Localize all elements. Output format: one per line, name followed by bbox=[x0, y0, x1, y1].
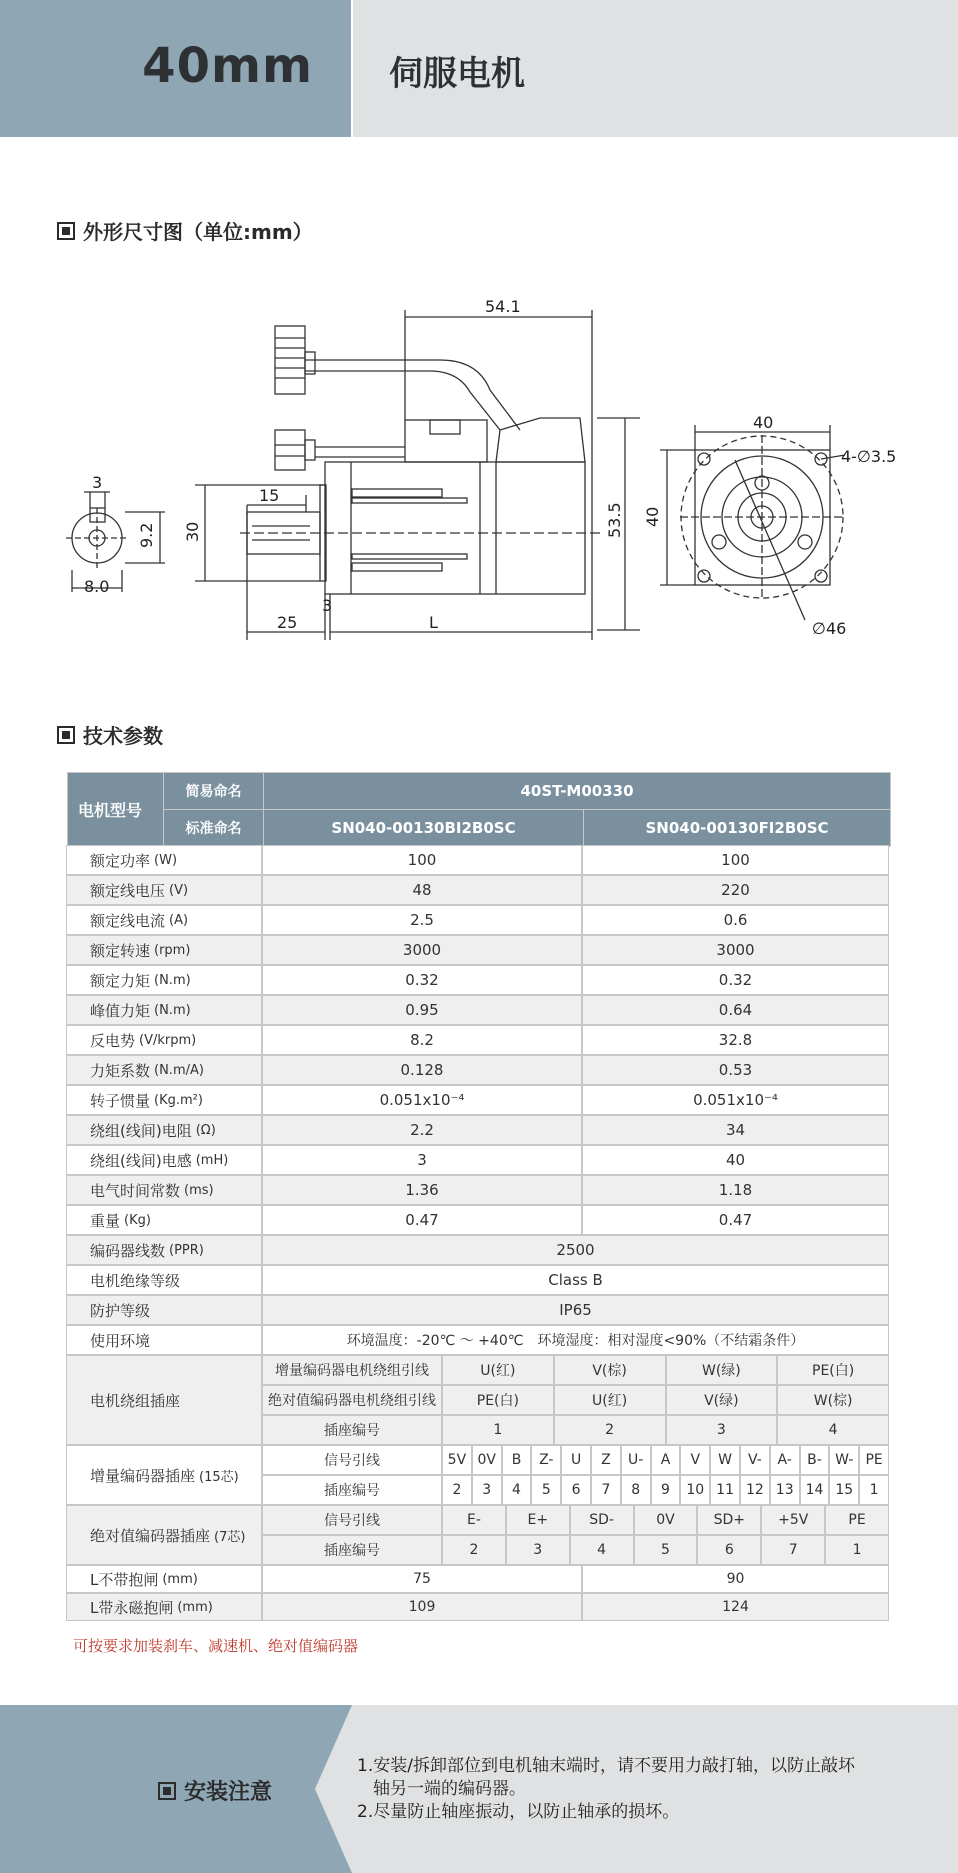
value-b: 34 bbox=[582, 1115, 889, 1145]
inc-pin: 10 bbox=[680, 1475, 710, 1505]
row-label bbox=[66, 1325, 262, 1355]
inc-pin: 13 bbox=[770, 1475, 800, 1505]
value-b: 1.18 bbox=[582, 1175, 889, 1205]
row-label-name: 额定线电压 bbox=[90, 881, 166, 900]
row-label-name: 电气时间常数 bbox=[90, 1181, 181, 1200]
inc-signal: U- bbox=[621, 1445, 651, 1475]
inc-signal: A bbox=[651, 1445, 681, 1475]
value-b: 3000 bbox=[582, 935, 889, 965]
dim-40-top: 40 bbox=[753, 413, 774, 432]
abs-pin: 6 bbox=[697, 1535, 761, 1565]
row-label-unit: (N.m) bbox=[154, 972, 191, 988]
value-a: 0.47 bbox=[262, 1205, 582, 1235]
section-tech-heading bbox=[57, 720, 163, 749]
row-label bbox=[66, 1235, 262, 1265]
row-label-name: 反电势 bbox=[90, 1031, 136, 1050]
abs-signal: E+ bbox=[506, 1505, 570, 1535]
row-label-name: 力矩系数 bbox=[90, 1061, 151, 1080]
winding-value: 2 bbox=[554, 1415, 666, 1445]
header-title: 伺服电机 bbox=[389, 54, 525, 94]
row-label bbox=[66, 1295, 262, 1325]
row-label-name: 电机绝缘等级 bbox=[90, 1271, 181, 1290]
abs-pin: 4 bbox=[570, 1535, 634, 1565]
value-environment: 环境温度：-20℃ ～ +40℃ 环境湿度：相对湿度<90%（不结霜条件） bbox=[262, 1325, 889, 1355]
row-label-unit: (15芯) bbox=[199, 1469, 239, 1485]
l-no-brake-label bbox=[66, 1565, 262, 1593]
row-label-name: 增量编码器插座 bbox=[90, 1466, 196, 1485]
winding-sub-label: 插座编号 bbox=[262, 1415, 442, 1445]
value-a: 1.36 bbox=[262, 1175, 582, 1205]
inc-pin: 2 bbox=[442, 1475, 472, 1505]
inc-signal: 0V bbox=[472, 1445, 502, 1475]
winding-value: 4 bbox=[777, 1415, 889, 1445]
standard-name-label: 标准命名 bbox=[164, 810, 264, 847]
simple-name-label: 简易命名 bbox=[164, 773, 264, 810]
value-b: 220 bbox=[582, 875, 889, 905]
l-brake-b: 124 bbox=[582, 1593, 889, 1621]
row-label bbox=[66, 1115, 262, 1145]
row-label-unit: (V/krpm) bbox=[139, 1032, 197, 1048]
square-bullet-icon bbox=[57, 726, 75, 744]
dim-46: ∅46 bbox=[812, 619, 847, 638]
inc-signal-label: 信号引线 bbox=[262, 1445, 442, 1475]
standard-name-a: SN040-00130BI2B0SC bbox=[264, 810, 584, 847]
spec-table bbox=[67, 772, 891, 847]
abs-encoder-label bbox=[66, 1505, 262, 1565]
dimension-drawing bbox=[0, 280, 958, 660]
inc-signal: Z bbox=[591, 1445, 621, 1475]
row-label bbox=[66, 905, 262, 935]
winding-value: W(绿) bbox=[666, 1355, 778, 1385]
row-label-name: 电机绕组插座 bbox=[90, 1391, 181, 1410]
row-label-unit: (rpm) bbox=[154, 942, 191, 958]
row-label-unit: (Kg.m²) bbox=[154, 1092, 203, 1108]
row-label-name: 绝对值编码器插座 bbox=[90, 1526, 211, 1545]
value-a: 3 bbox=[262, 1145, 582, 1175]
value-b: 0.6 bbox=[582, 905, 889, 935]
section-outline-heading bbox=[57, 216, 313, 245]
inc-signal: B- bbox=[800, 1445, 830, 1475]
winding-sub-label: 绝对值编码器电机绕组引线 bbox=[262, 1385, 442, 1415]
key-dim-8-0: 8.0 bbox=[84, 577, 110, 596]
row-label bbox=[66, 965, 262, 995]
inc-encoder-label bbox=[66, 1445, 262, 1505]
winding-label bbox=[66, 1355, 262, 1445]
value-b: 0.53 bbox=[582, 1055, 889, 1085]
row-label-name: 额定功率 bbox=[90, 851, 151, 870]
row-label-unit: (V) bbox=[169, 882, 189, 898]
row-label bbox=[66, 1025, 262, 1055]
value-a: 0.95 bbox=[262, 995, 582, 1025]
inc-pin: 15 bbox=[829, 1475, 859, 1505]
value-b: 0.47 bbox=[582, 1205, 889, 1235]
winding-value: U(红) bbox=[442, 1355, 554, 1385]
row-label-unit: (N.m/A) bbox=[154, 1062, 204, 1078]
winding-sub-label: 增量编码器电机绕组引线 bbox=[262, 1355, 442, 1385]
dim-L: L bbox=[429, 613, 438, 632]
dim-54-1: 54.1 bbox=[485, 297, 521, 316]
inc-pin: 8 bbox=[621, 1475, 651, 1505]
simple-name-value bbox=[264, 773, 891, 810]
row-label-unit: (W) bbox=[154, 852, 178, 868]
value-b: 40 bbox=[582, 1145, 889, 1175]
inc-pin: 1 bbox=[859, 1475, 889, 1505]
value-insulation: Class B bbox=[262, 1265, 889, 1295]
l-no-brake-a: 75 bbox=[262, 1565, 582, 1593]
row-label-name: L带永磁抱闸 bbox=[90, 1598, 174, 1617]
inc-signal: PE bbox=[859, 1445, 889, 1475]
dim-3-gap: 3 bbox=[322, 596, 333, 615]
winding-value: V(绿) bbox=[666, 1385, 778, 1415]
row-label-name: L不带抱闸 bbox=[90, 1570, 159, 1589]
inc-pin-label: 插座编号 bbox=[262, 1475, 442, 1505]
value-b: 0.051x10⁻⁴ bbox=[582, 1085, 889, 1115]
inc-signal: Z- bbox=[531, 1445, 561, 1475]
row-label-unit: (ms) bbox=[184, 1182, 214, 1198]
abs-pin: 2 bbox=[442, 1535, 506, 1565]
inc-pin: 3 bbox=[472, 1475, 502, 1505]
value-a: 48 bbox=[262, 875, 582, 905]
dim-53-5: 53.5 bbox=[605, 502, 624, 538]
section-tech-label: 技术参数 bbox=[83, 724, 163, 748]
abs-signal: 0V bbox=[634, 1505, 698, 1535]
row-label-name: 额定线电流 bbox=[90, 911, 166, 930]
row-label-name: 转子惯量 bbox=[90, 1091, 151, 1110]
row-label-unit: (Ω) bbox=[195, 1122, 216, 1138]
row-label bbox=[66, 1175, 262, 1205]
inc-pin: 9 bbox=[651, 1475, 681, 1505]
abs-signal: SD- bbox=[570, 1505, 634, 1535]
row-label-name: 防护等级 bbox=[90, 1301, 151, 1320]
value-a: 8.2 bbox=[262, 1025, 582, 1055]
row-label-name: 编码器线数 bbox=[90, 1241, 166, 1260]
header-size: 40mm bbox=[142, 38, 313, 94]
row-label-name: 峰值力矩 bbox=[90, 1001, 151, 1020]
inc-signal: B bbox=[502, 1445, 532, 1475]
row-label-name: 使用环境 bbox=[90, 1331, 151, 1350]
dim-30: 30 bbox=[183, 521, 202, 542]
inc-signal: W- bbox=[829, 1445, 859, 1475]
footer-note-1b: 轴另一端的编码器。 bbox=[373, 1779, 526, 1799]
value-a: 2.5 bbox=[262, 905, 582, 935]
header-size-panel bbox=[0, 0, 351, 137]
l-brake-a: 109 bbox=[262, 1593, 582, 1621]
inc-pin: 11 bbox=[710, 1475, 740, 1505]
inc-signal: U bbox=[561, 1445, 591, 1475]
spec-grid bbox=[67, 846, 890, 1622]
inc-signal: A- bbox=[770, 1445, 800, 1475]
row-label bbox=[66, 845, 262, 875]
row-label bbox=[66, 1145, 262, 1175]
standard-name-b: SN040-00130FI2B0SC bbox=[584, 810, 891, 847]
footer-notes bbox=[357, 1755, 855, 1824]
inc-signal: V bbox=[680, 1445, 710, 1475]
winding-value: 3 bbox=[666, 1415, 778, 1445]
row-label-unit: (A) bbox=[169, 912, 189, 928]
value-a: 0.051x10⁻⁴ bbox=[262, 1085, 582, 1115]
winding-value: PE(白) bbox=[442, 1385, 554, 1415]
winding-value: V(棕) bbox=[554, 1355, 666, 1385]
inc-pin: 7 bbox=[591, 1475, 621, 1505]
row-label-name: 绕组(线间)电阻 bbox=[90, 1121, 192, 1140]
row-label bbox=[66, 1265, 262, 1295]
abs-pin: 3 bbox=[506, 1535, 570, 1565]
winding-value: U(红) bbox=[554, 1385, 666, 1415]
row-label-unit: (mH) bbox=[195, 1152, 229, 1168]
inc-signal: W bbox=[710, 1445, 740, 1475]
value-b: 32.8 bbox=[582, 1025, 889, 1055]
value-a: 100 bbox=[262, 845, 582, 875]
dim-25: 25 bbox=[277, 613, 298, 632]
value-a: 0.32 bbox=[262, 965, 582, 995]
square-bullet-icon bbox=[57, 222, 75, 240]
row-label-unit: (Kg) bbox=[124, 1212, 151, 1228]
row-label-unit: (mm) bbox=[162, 1571, 198, 1587]
inc-pin: 12 bbox=[740, 1475, 770, 1505]
winding-value: PE(白) bbox=[777, 1355, 889, 1385]
value-protection: IP65 bbox=[262, 1295, 889, 1325]
winding-value: 1 bbox=[442, 1415, 554, 1445]
dim-40-side: 40 bbox=[643, 506, 662, 527]
row-label bbox=[66, 1205, 262, 1235]
row-label bbox=[66, 1085, 262, 1115]
footer-note-1a: 1.安装/拆卸部位到电机轴末端时，请不要用力敲打轴，以防止敲坏 bbox=[357, 1756, 855, 1776]
value-b: 0.32 bbox=[582, 965, 889, 995]
table-row bbox=[68, 773, 891, 810]
abs-signal: SD+ bbox=[697, 1505, 761, 1535]
row-label-name: 绕组(线间)电感 bbox=[90, 1151, 192, 1170]
header-title-panel bbox=[353, 0, 958, 137]
abs-pin: 5 bbox=[634, 1535, 698, 1565]
abs-signal: +5V bbox=[761, 1505, 825, 1535]
dim-holes: 4-∅3.5 bbox=[841, 447, 897, 466]
row-label bbox=[66, 875, 262, 905]
row-label-name: 额定转速 bbox=[90, 941, 151, 960]
section-outline-label: 外形尺寸图（单位:mm） bbox=[83, 220, 313, 244]
note-options: 可按要求加装刹车、减速机、绝对值编码器 bbox=[73, 1637, 359, 1655]
model-label: 电机型号 bbox=[68, 773, 164, 847]
dim-15: 15 bbox=[259, 486, 280, 505]
value-b: 100 bbox=[582, 845, 889, 875]
abs-pin: 1 bbox=[825, 1535, 889, 1565]
inc-pin: 14 bbox=[800, 1475, 830, 1505]
value-a: 2.2 bbox=[262, 1115, 582, 1145]
row-label bbox=[66, 935, 262, 965]
inc-signal: V- bbox=[740, 1445, 770, 1475]
inc-signal: 5V bbox=[442, 1445, 472, 1475]
inc-pin: 5 bbox=[531, 1475, 561, 1505]
inc-pin: 4 bbox=[502, 1475, 532, 1505]
abs-pin: 7 bbox=[761, 1535, 825, 1565]
row-label-unit: (PPR) bbox=[169, 1242, 204, 1258]
key-dim-3: 3 bbox=[92, 473, 103, 492]
row-label-name: 重量 bbox=[90, 1211, 121, 1230]
value-a: 3000 bbox=[262, 935, 582, 965]
row-label-unit: (7芯) bbox=[214, 1529, 246, 1545]
row-label bbox=[66, 995, 262, 1025]
l-no-brake-b: 90 bbox=[582, 1565, 889, 1593]
footer-title-label: 安装注意 bbox=[184, 1780, 273, 1805]
row-label-unit: (N.m) bbox=[154, 1002, 191, 1018]
l-brake-label bbox=[66, 1593, 262, 1621]
value-a: 0.128 bbox=[262, 1055, 582, 1085]
page-footer bbox=[0, 1705, 958, 1873]
key-dim-9-2: 9.2 bbox=[137, 522, 156, 548]
row-label-name: 额定力矩 bbox=[90, 971, 151, 990]
footer-note-2: 2.尽量防止轴座振动，以防止轴承的损坏。 bbox=[357, 1802, 680, 1822]
abs-pin-label: 插座编号 bbox=[262, 1535, 442, 1565]
winding-value: W(棕) bbox=[777, 1385, 889, 1415]
row-label bbox=[66, 1055, 262, 1085]
dimension-drawing-svg bbox=[0, 280, 958, 660]
row-label-unit: (mm) bbox=[177, 1599, 213, 1615]
abs-signal: E- bbox=[442, 1505, 506, 1535]
footer-title bbox=[158, 1775, 272, 1806]
value-encoder-lines: 2500 bbox=[262, 1235, 889, 1265]
value-b: 0.64 bbox=[582, 995, 889, 1025]
inc-pin: 6 bbox=[561, 1475, 591, 1505]
square-bullet-icon bbox=[158, 1782, 176, 1800]
simple-name-text: 40ST-M00330 bbox=[520, 782, 634, 800]
page-header bbox=[0, 0, 958, 137]
abs-signal-label: 信号引线 bbox=[262, 1505, 442, 1535]
table-row bbox=[68, 810, 891, 847]
abs-signal: PE bbox=[825, 1505, 889, 1535]
